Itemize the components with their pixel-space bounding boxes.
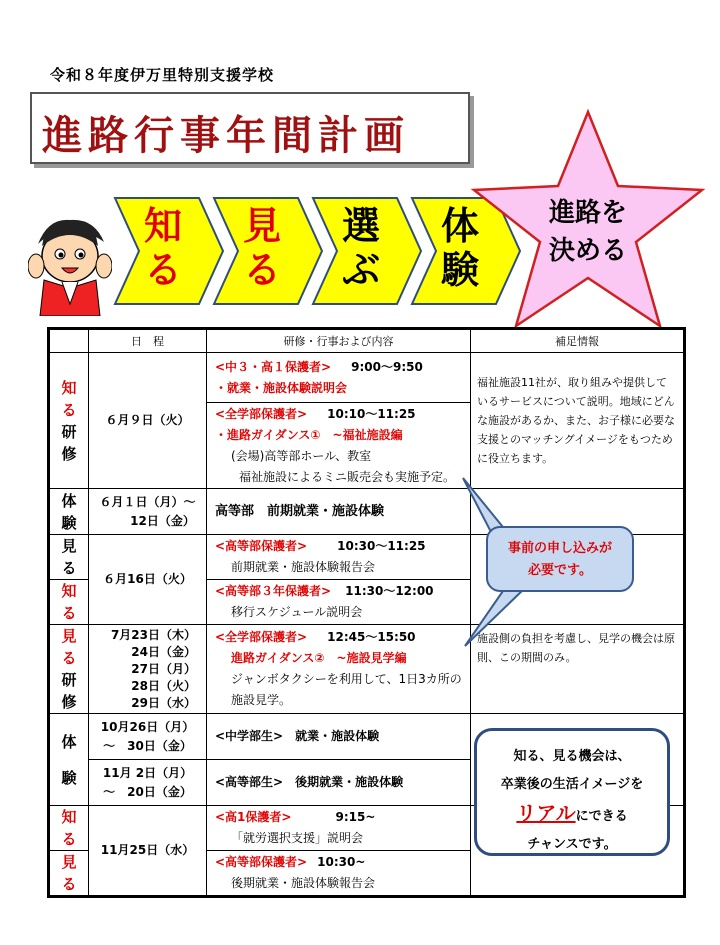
category-cell [49,806,89,851]
content-cell: 高等部 前期就業・施設体験 [207,489,471,535]
step-know-char1: 知 [143,204,182,248]
date-line: ～ 30日（金） [103,738,192,753]
event-detail: 「就労選択支援」説明会 [231,831,364,845]
date-line: 11月 2日（月） [102,765,193,780]
event-detail: 福祉施設によるミニ販売会も実施予定。 [239,469,456,484]
audience-label: <全学部保護者> [215,630,308,644]
content-cell [207,806,471,851]
event-detail: (会場)高等部ホール、教室 [231,448,372,463]
header-category [49,329,89,353]
date-line: ～ 20日（金） [103,784,192,799]
callout-line2: 必要です。 [528,563,592,578]
date-line: 12日（金） [130,513,195,528]
category-cell [49,851,89,897]
step-arrow-see [212,196,324,306]
category-char: る [61,830,77,848]
category-char: 修 [61,693,77,711]
goal-star [468,108,708,332]
category-char: る [61,875,77,893]
time-label: 10:10～11:25 [327,406,416,421]
date-line: 27日（月） [131,661,196,676]
step-arrow-choose [311,196,423,306]
category-char: る [61,649,77,667]
date-cell [89,489,207,535]
category-char: 験 [61,768,77,787]
content-cell [207,535,471,580]
category-char: 験 [61,513,77,532]
category-char: 知 [61,582,77,600]
category-cell [49,580,89,625]
callout-line1: 事前の申し込みが [507,541,612,556]
category-char: 知 [61,378,77,397]
category-cell [49,625,89,714]
event-title: ・進路ガイダンス① ~福祉施設編 [215,427,403,442]
date-line: 24日（金） [131,644,196,659]
audience-label: <高1保護者> [215,810,292,824]
callout-opportunity [474,728,670,856]
callout-line2: 卒業後の生活イメージを [500,777,644,792]
category-cell [49,353,89,489]
school-name: 令和８年度伊万里特別支援学校 [50,66,275,84]
callout-line3 [477,799,667,831]
header-date: 日 程 [89,329,207,353]
date-line: ６月１日（月）～ [99,494,196,509]
content-cell [207,403,471,489]
step-choose-char1: 選 [341,204,380,248]
callout-line1: 知る、見る機会は、 [513,749,631,764]
note-cell: 福祉施設11社が、取り組みや提供しているサービスについて説明。地域にどんな施設があるか、また、お子様に必要な支援とのマッチングイメージをもつために役立ちます。 [471,353,685,489]
category-cell [49,714,89,806]
audience-label: <高等部３年保護者> [215,584,332,598]
category-char: 見 [61,853,77,871]
category-char: 研 [61,422,77,441]
category-cell [49,535,89,580]
date-line: 29日（水） [131,695,196,710]
header-note: 補足情報 [471,329,685,353]
category-char: 見 [61,537,77,555]
event-detail: 前期就業・施設体験報告会 [231,560,376,574]
category-char: 研 [61,671,77,689]
category-cell [49,489,89,535]
callout-registration [486,526,634,592]
event-detail: 後期就業・施設体験報告会 [231,876,376,890]
time-label: 12:45～15:50 [327,630,416,644]
step-see-char2: る [242,248,281,292]
table-row [49,353,685,403]
header-content: 研修・行事および内容 [207,329,471,353]
step-experience-char1: 体 [440,204,479,248]
callout-tail: にできる [575,809,628,824]
title-box [30,92,470,164]
step-see-char1: 見 [242,204,281,248]
category-char: 知 [61,808,77,826]
date-cell: ６月９日（火） [89,353,207,489]
date-cell [89,760,207,806]
callout-emphasis: リアル [516,801,576,825]
date-cell [89,714,207,760]
content-cell [207,625,471,714]
time-label: 9:15~ [335,810,376,824]
content-cell [207,851,471,897]
category-char: る [61,559,77,577]
step-know-char2: る [143,248,182,292]
step-experience-char2: 験 [440,248,479,292]
audience-label: <高等部保護者> [215,855,308,869]
content-cell [207,580,471,625]
audience-label: <全学部保護者> [215,406,308,421]
mascot-illustration [28,216,112,316]
note-cell: 施設側の負担を考慮し、見学の機会は原則、この期間のみ。 [471,625,685,714]
category-char: る [61,400,77,419]
event-title: 進路ガイダンス② ~施設見学編 [231,651,407,665]
event-detail: 施設見学。 [231,693,292,707]
audience-label: <高等部保護者> [215,539,308,553]
star-line2: 決める [548,236,627,266]
event-detail: ジャンボタクシーを利用して、1日3カ所の [231,672,462,686]
star-line1: 進路を [548,198,627,228]
table-header-row [49,329,685,353]
audience-label: <中３・高１保護者> [215,359,332,374]
date-line: 10月26日（月） [100,719,195,734]
content-cell: <中学部生> 就業・施設体験 [207,714,471,760]
event-title: ・就業・施設体験説明会 [215,380,348,395]
category-char: る [61,604,77,622]
event-detail: 移行スケジュール説明会 [231,605,363,619]
page-title: 進路行事年間計画 [42,112,410,159]
table-row [49,625,685,714]
date-line: 7月23日（木） [110,627,196,642]
time-label: 9:00～9:50 [351,359,423,374]
date-line: 28日（火） [131,678,196,693]
date-cell: 11月25日（水） [89,806,207,897]
category-char: 修 [61,444,77,463]
time-label: 11:30～12:00 [345,584,434,598]
date-cell: ６月16日（火） [89,535,207,625]
callout-line4: チャンスです。 [527,837,617,852]
date-cell [89,625,207,714]
content-cell [207,353,471,403]
step-arrow-know [113,196,225,306]
category-char: 体 [61,732,77,751]
category-char: 見 [61,627,77,645]
time-label: 10:30～11:25 [337,539,426,553]
category-char: 体 [61,491,77,510]
time-label: 10:30~ [317,855,366,869]
step-choose-char2: ぶ [341,248,380,292]
content-cell: <高等部生> 後期就業・施設体験 [207,760,471,806]
